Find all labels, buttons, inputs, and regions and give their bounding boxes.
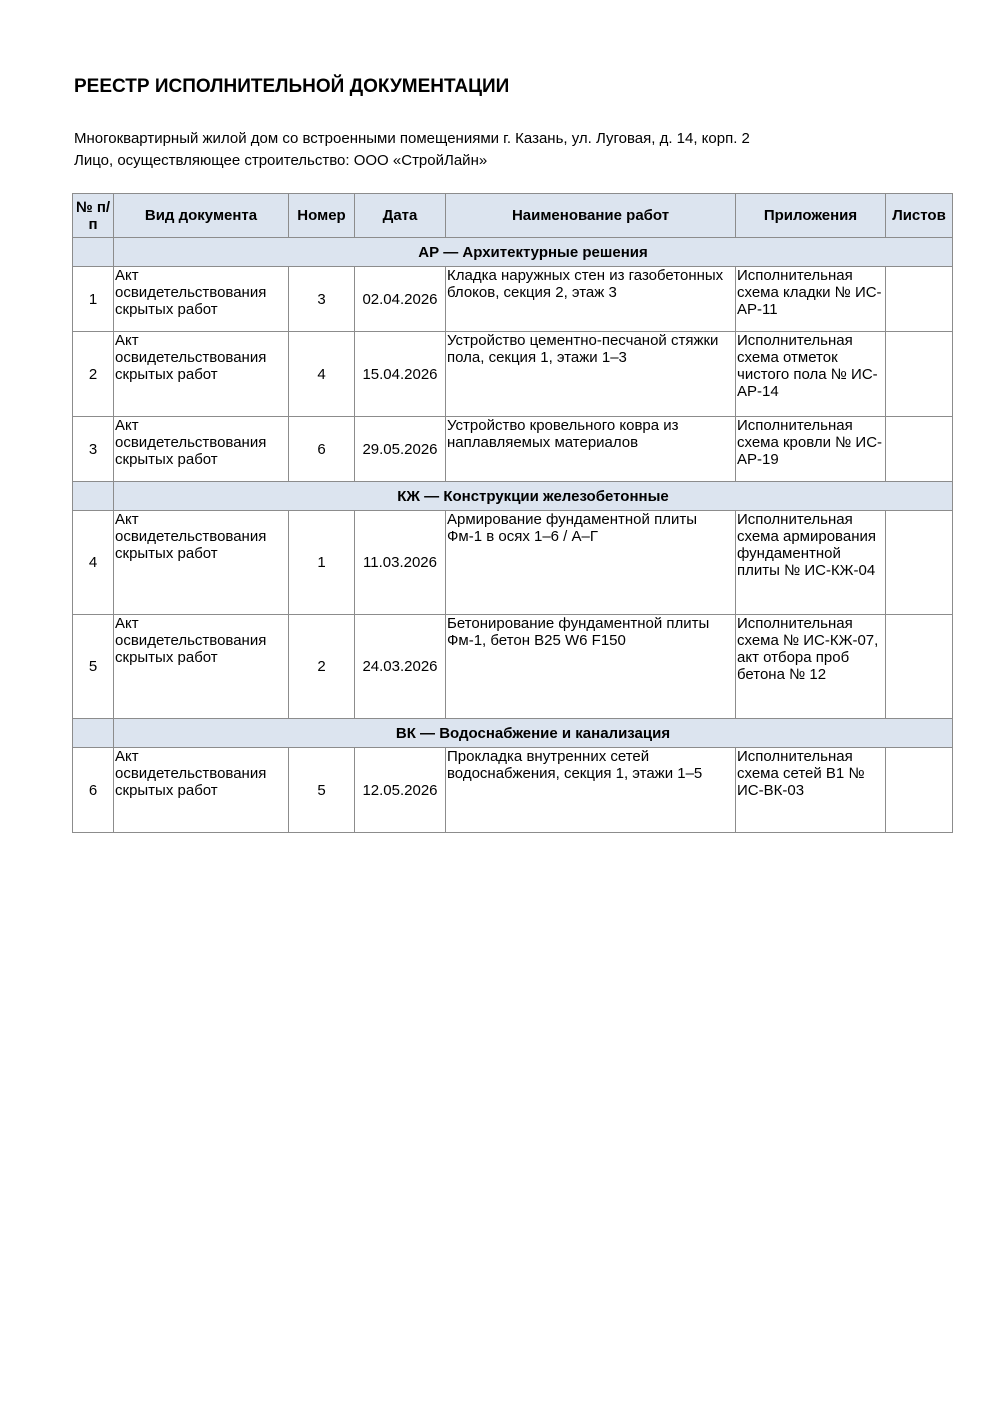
cell-work-name: Устройство кровельного ковра из наплавляемых материалов — [446, 417, 736, 482]
header-doc-type: Вид документа — [114, 194, 289, 238]
cell-date: 12.05.2026 — [355, 748, 446, 833]
header-number: Номер — [289, 194, 355, 238]
cell-num: 3 — [73, 417, 114, 482]
header-row — [73, 194, 953, 238]
cell-sheets — [886, 748, 953, 833]
registry-table — [72, 193, 953, 833]
section-blank-cell — [73, 719, 114, 748]
cell-date: 29.05.2026 — [355, 417, 446, 482]
object-description: Многоквартирный жилой дом со встроенными помещениями г. Казань, ул. Луговая, д. 14, корп. 2 — [74, 130, 750, 147]
cell-work-name: Армирование фундаментной плиты Фм-1 в осях 1–6 / А–Г — [446, 511, 736, 615]
cell-sheets — [886, 615, 953, 719]
table-row — [73, 332, 953, 417]
cell-date: 11.03.2026 — [355, 511, 446, 615]
cell-work-name: Кладка наружных стен из газобетонных блоков, секция 2, этаж 3 — [446, 267, 736, 332]
cell-work-name: Устройство цементно-песчаной стяжки пола, секция 1, этажи 1–3 — [446, 332, 736, 417]
builder-line: Лицо, осуществляющее строительство: ООО «СтройЛайн» — [74, 152, 488, 169]
cell-work-name: Прокладка внутренних сетей водоснабжения, секция 1, этажи 1–5 — [446, 748, 736, 833]
table-row — [73, 748, 953, 833]
header-attachments: Приложения — [736, 194, 886, 238]
cell-num: 2 — [73, 332, 114, 417]
table-body — [73, 238, 953, 833]
header-num: № п/п — [73, 194, 114, 238]
table-row — [73, 267, 953, 332]
cell-number: 5 — [289, 748, 355, 833]
cell-sheets — [886, 267, 953, 332]
section-blank-cell — [73, 238, 114, 267]
header-date: Дата — [355, 194, 446, 238]
cell-sheets — [886, 417, 953, 482]
section-label: ВК — Водоснабжение и канализация — [114, 719, 953, 748]
section-label: АР — Архитектурные решения — [114, 238, 953, 267]
cell-number: 1 — [289, 511, 355, 615]
cell-sheets — [886, 332, 953, 417]
cell-num: 1 — [73, 267, 114, 332]
cell-number: 3 — [289, 267, 355, 332]
cell-date: 02.04.2026 — [355, 267, 446, 332]
section-row-kzh — [73, 482, 953, 511]
cell-attachments: Исполнительная схема отметок чистого пола № ИС-АР-14 — [736, 332, 886, 417]
header-sheets: Листов — [886, 194, 953, 238]
document-title: РЕЕСТР ИСПОЛНИТЕЛЬНОЙ ДОКУМЕНТАЦИИ — [74, 76, 510, 97]
cell-work-name: Бетонирование фундаментной плиты Фм-1, бетон B25 W6 F150 — [446, 615, 736, 719]
cell-num: 6 — [73, 748, 114, 833]
section-row-vk — [73, 719, 953, 748]
cell-attachments: Исполнительная схема № ИС-КЖ-07, акт отбора проб бетона № 12 — [736, 615, 886, 719]
cell-number: 2 — [289, 615, 355, 719]
section-row-ar — [73, 238, 953, 267]
cell-number: 4 — [289, 332, 355, 417]
cell-attachments: Исполнительная схема сетей В1 № ИС-ВК-03 — [736, 748, 886, 833]
cell-date: 15.04.2026 — [355, 332, 446, 417]
table-header — [73, 194, 953, 238]
cell-doc-type: Акт освидетельствования скрытых работ — [114, 748, 289, 833]
section-blank-cell — [73, 482, 114, 511]
cell-doc-type: Акт освидетельствования скрытых работ — [114, 615, 289, 719]
cell-sheets — [886, 511, 953, 615]
section-label: КЖ — Конструкции железобетонные — [114, 482, 953, 511]
cell-doc-type: Акт освидетельствования скрытых работ — [114, 332, 289, 417]
cell-attachments: Исполнительная схема армирования фундаментной плиты № ИС-КЖ-04 — [736, 511, 886, 615]
cell-attachments: Исполнительная схема кладки № ИС-АР-11 — [736, 267, 886, 332]
cell-doc-type: Акт освидетельствования скрытых работ — [114, 417, 289, 482]
table-row — [73, 417, 953, 482]
cell-doc-type: Акт освидетельствования скрытых работ — [114, 511, 289, 615]
cell-num: 4 — [73, 511, 114, 615]
cell-date: 24.03.2026 — [355, 615, 446, 719]
cell-num: 5 — [73, 615, 114, 719]
cell-doc-type: Акт освидетельствования скрытых работ — [114, 267, 289, 332]
cell-number: 6 — [289, 417, 355, 482]
table-row — [73, 511, 953, 615]
table-row — [73, 615, 953, 719]
cell-attachments: Исполнительная схема кровли № ИС-АР-19 — [736, 417, 886, 482]
header-work-name: Наименование работ — [446, 194, 736, 238]
